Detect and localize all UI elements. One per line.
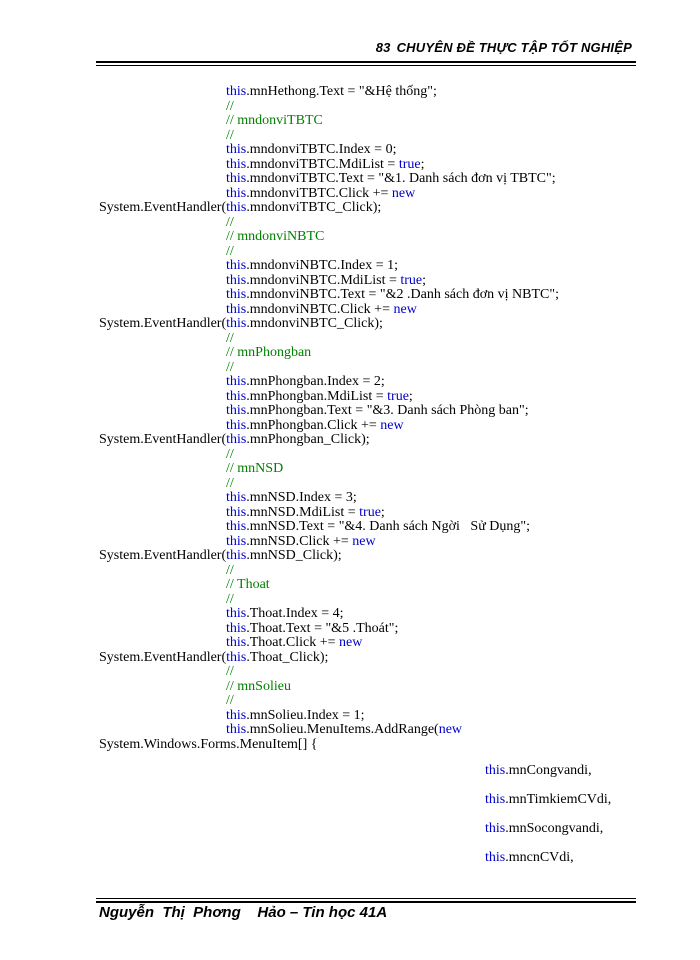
code-comment: // [226,359,234,375]
code-keyword: this [226,156,247,172]
code-keyword: this [226,388,247,404]
code-comment: // mnPhongban [226,345,312,360]
code-line [226,114,323,129]
code-text: .mnSolieu.Index = 1; [246,707,365,723]
code-line [99,651,328,666]
page-header [96,36,636,62]
code-keyword: this [226,200,247,215]
code-keyword: this [226,504,247,520]
code-keyword: true [387,388,409,404]
footer-rule-thin [96,898,636,899]
code-keyword: new [380,417,404,433]
code-text: .mnNSD_Click); [246,548,342,563]
code-text: .Thoat.Click += [246,635,340,650]
code-text: .mndonviTBTC.Index = 0; [246,142,397,157]
code-text: .mnHethong.Text = "&Hệ thống"; [246,84,437,99]
code-text: .mndonviNBTC.Index = 1; [246,258,399,273]
code-keyword: this [226,84,247,99]
footer-rule-thick [96,901,636,903]
code-text: .mnPhongban_Click); [246,432,370,447]
code-text: .mndonviTBTC_Click); [246,200,382,215]
code-line [226,462,283,477]
code-keyword: this [226,635,247,650]
code-text: .mndonviTBTC.MdiList = [246,156,399,172]
code-comment: // [226,98,234,114]
code-text: .mndonviNBTC.Click += [246,301,394,317]
code-text: System.EventHandler( [99,432,227,447]
code-comment: // [226,214,234,230]
code-text: .mnPhongban.MdiList = [246,388,388,404]
code-text: .mndonviTBTC.Text = "&1. Danh sách đơn vị TBTC"; [246,171,556,186]
code-line [99,738,317,753]
code-keyword: new [438,722,463,737]
code-keyword: this [226,258,247,273]
code-text: .mnSolieu.MenuItems.AddRange( [246,722,439,737]
code-keyword: true [359,504,381,520]
code-keyword: this [226,490,247,505]
code-text: System.EventHandler( [99,200,227,215]
code-text: System.EventHandler( [99,548,227,563]
code-keyword: this [226,272,247,288]
code-text: .mnPhongban.Index = 2; [246,374,385,389]
code-comment: // [226,562,234,578]
code-line [99,317,383,332]
code-text: .mnNSD.MdiList = [246,504,360,520]
code-keyword: this [226,519,247,534]
code-text: ; [380,504,385,520]
code-keyword: this [226,548,247,563]
code-keyword: this [226,606,247,621]
code-text: .mnNSD.Click += [246,533,353,549]
code-text: .mndonviTBTC.Click += [246,185,392,201]
code-comment: // [226,664,234,679]
header-rule-thin [96,65,636,66]
code-text: .mndonviNBTC.MdiList = [246,272,401,288]
code-keyword: true [400,272,423,288]
code-keyword: this [226,374,247,389]
code-keyword: this [226,403,247,418]
code-text: System.EventHandler( [99,649,227,665]
code-text: .mnCongvandi, [505,762,592,778]
code-comment: // [226,591,234,607]
code-keyword: this [226,287,247,302]
code-comment: // mndonviTBTC [226,113,323,128]
code-text: .mndonviNBTC_Click); [246,316,383,331]
code-line [99,549,342,564]
code-text: .Thoat.Index = 4; [246,606,344,621]
code-comment: // [226,475,234,491]
header-title: CHUYÊN ĐỀ THỰC TẬP TỐT NGHIỆP [396,40,632,55]
code-text: System.Windows.Forms.MenuItem[] { [99,736,318,752]
code-line [485,793,611,808]
code-comment: // Thoat [226,577,270,592]
code-keyword: this [226,417,247,433]
code-line [99,433,370,448]
code-keyword: this [226,707,247,723]
code-keyword: this [226,171,247,186]
page-number: 83 [375,40,391,55]
code-keyword: new [391,185,416,201]
code-keyword: this [226,142,247,157]
code-text: System.EventHandler( [99,316,227,331]
footer-author: Nguyễn Thị Phơng Hảo – Tin học 41A [99,904,388,921]
code-text: .mnTimkiemCVdi, [505,791,612,807]
code-keyword: this [485,820,506,836]
code-keyword: this [485,762,506,778]
code-line [226,230,324,245]
code-line [485,764,592,779]
code-text: .mnPhongban.Click += [246,417,381,433]
code-text: ; [422,272,427,288]
code-keyword: this [226,316,247,331]
code-comment: // [226,446,234,462]
code-keyword: new [352,533,376,549]
code-line [485,851,574,866]
code-comment: // [226,693,234,708]
code-text: .Thoat.Text = "&5 .Thoát"; [246,620,399,636]
code-keyword: this [226,649,247,665]
code-comment: // mnSolieu [226,678,291,694]
code-line [226,85,437,100]
code-text: .mnNSD.Index = 3; [246,490,357,505]
code-comment: // [226,330,234,346]
code-keyword: true [398,156,421,172]
header-text [376,40,632,55]
code-line [226,346,311,361]
code-keyword: this [226,722,247,737]
header-rule-thick [96,61,636,63]
code-text: .mnSocongvandi, [505,820,604,836]
code-keyword: new [339,635,363,650]
code-text: .mndonviNBTC.Text = "&2 .Danh sách đơn vị NBTC"; [246,287,559,302]
code-keyword: new [393,301,417,317]
code-comment: // [226,243,234,259]
code-keyword: this [485,849,506,865]
code-keyword: this [226,533,247,549]
code-text: .mnPhongban.Text = "&3. Danh sách Phòng ban"; [246,403,529,418]
code-comment: // [226,127,234,143]
code-comment: // mndonviNBTC [226,229,325,244]
code-text: .Thoat_Click); [246,649,329,665]
code-keyword: this [226,301,247,317]
code-line [226,680,291,695]
code-keyword: this [226,432,247,447]
code-line [99,201,381,216]
code-text: .mnNSD.Text = "&4. Danh sách Ngời Sử Dụng"; [246,519,531,534]
code-text: ; [420,156,425,172]
code-line [485,822,603,837]
code-text: .mncnCVdi, [505,849,574,865]
code-keyword: this [485,791,506,807]
code-text: ; [408,388,413,404]
code-keyword: this [226,620,247,636]
code-comment: // mnNSD [226,461,284,476]
code-keyword: this [226,185,247,201]
